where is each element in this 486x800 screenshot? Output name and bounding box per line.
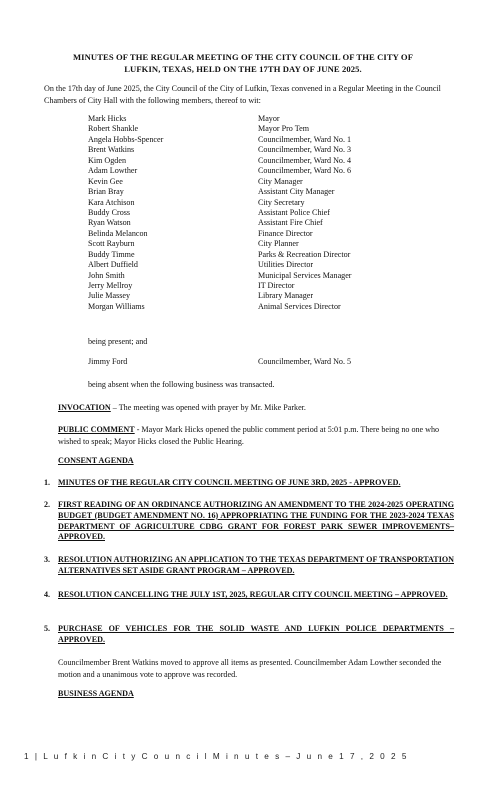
- member-name: Adam Lowther: [88, 166, 138, 176]
- roster-row: [88, 156, 418, 166]
- member-name: Albert Duffield: [88, 260, 138, 270]
- roster-row: [88, 281, 418, 291]
- member-name: Buddy Cross: [88, 207, 131, 217]
- member-title: IT Director: [258, 281, 295, 290]
- member-title: City Secretary: [258, 197, 305, 207]
- member-name: Mark Hicks: [88, 114, 127, 123]
- member-name: Angela Hobbs-Spencer: [88, 134, 164, 144]
- roster-row: [88, 302, 418, 312]
- being-absent-text: being absent when the following business was transacted.: [88, 380, 275, 389]
- agenda-item: [44, 555, 454, 577]
- member-name: Kara Atchison: [88, 197, 135, 207]
- roster-row: [88, 187, 418, 197]
- member-title: Municipal Services Manager: [258, 270, 352, 280]
- member-name: Robert Shankle: [88, 124, 139, 134]
- roster-row: [88, 260, 418, 270]
- member-title: Councilmember, Ward No. 3: [258, 145, 352, 155]
- roster-row: [88, 271, 418, 281]
- agenda-item: [44, 590, 454, 612]
- member-title: City Planner: [258, 239, 299, 249]
- roster-row: [88, 135, 418, 145]
- roster-row: [88, 229, 418, 239]
- agenda-item-number: 1.: [44, 478, 51, 487]
- member-title: City Manager: [258, 176, 303, 186]
- invocation-heading: INVOCATION: [58, 403, 111, 412]
- roster-row: [88, 177, 418, 187]
- being-present-text: being present; and: [88, 337, 148, 346]
- member-name: Julie Massey: [88, 291, 131, 301]
- agenda-item-number: 4.: [44, 590, 51, 599]
- agenda-item-number: 3.: [44, 555, 51, 564]
- absent-member-title: Councilmember, Ward No. 5: [258, 357, 352, 366]
- agenda-item-text: RESOLUTION CANCELLING THE JULY 1ST, 2025, REGULAR CITY COUNCIL MEETING – APPROVED.: [58, 590, 448, 599]
- title-line-2: LUFKIN, TEXAS, HELD ON THE 17TH DAY OF JUNE 2025.: [124, 63, 362, 74]
- member-name: Scott Rayburn: [88, 239, 135, 249]
- member-name: Brent Watkins: [88, 145, 135, 155]
- roster-row: [88, 198, 418, 208]
- agenda-item-text: PURCHASE OF VEHICLES FOR THE SOLID WASTE AND LUFKIN POLICE DEPARTMENTS – APPROVED.: [58, 624, 454, 644]
- member-title: Assistant Police Chief: [258, 207, 330, 217]
- member-name: Belinda Melancon: [88, 228, 148, 238]
- member-name: Brian Bray: [88, 187, 124, 197]
- roster-row: [88, 250, 418, 260]
- member-title: Councilmember, Ward No. 4: [258, 155, 352, 165]
- member-title: Assistant Fire Chief: [258, 218, 323, 228]
- member-name: Kevin Gee: [88, 176, 123, 186]
- roster-row: [88, 166, 418, 176]
- member-name: Jerry Mellroy: [88, 281, 133, 290]
- business-agenda-heading: BUSINESS AGENDA: [58, 689, 134, 698]
- agenda-item: [44, 500, 454, 544]
- attendee-roster: [88, 114, 418, 312]
- roster-row: [88, 208, 418, 218]
- public-comment-heading: PUBLIC COMMENT: [58, 425, 135, 434]
- motion-paragraph: Councilmember Brent Watkins moved to approve all items as presented. Councilmember Adam Lowther seconded the motion and a unanimous vote to approve was recorded.: [58, 658, 442, 679]
- member-title: Animal Services Director: [258, 301, 341, 311]
- member-title: Mayor: [258, 114, 280, 123]
- consent-agenda-heading: CONSENT AGENDA: [58, 456, 134, 465]
- roster-row: [88, 114, 418, 124]
- roster-row: [88, 239, 418, 249]
- intro-paragraph: On the 17th day of June 2025, the City Council of the City of Lufkin, Texas convened in a Regular Meeting in the Council Chambers of City Hall with the following members, thereof to wit:: [44, 84, 441, 105]
- member-name: Morgan Williams: [88, 301, 145, 311]
- roster-row: [88, 124, 418, 134]
- agenda-item-text: FIRST READING OF AN ORDINANCE AUTHORIZING AN AMENDMENT TO THE 2024-2025 OPERATING BUDGET (BUDGET AMENDMENT NO. 16) APPROPRIATING THE FUNDING FOR THE 2023-2024 TEXAS DEPARTMENT OF AGRICULTURE CDBG GRANT FOR FOREST PARK SEWER IMPROVEMENTS– APPROVED.: [58, 500, 454, 542]
- invocation-text: – The meeting was opened with prayer by Mr. Mike Parker.: [110, 403, 306, 412]
- roster-row: [88, 218, 418, 228]
- agenda-item-text: MINUTES OF THE REGULAR CITY COUNCIL MEETING OF JUNE 3RD, 2025 - APPROVED.: [58, 478, 401, 487]
- member-title: Library Manager: [258, 291, 314, 301]
- member-title: Councilmember, Ward No. 1: [258, 134, 352, 144]
- page-footer: 1 | L u f k i n C i t y C o u n c i l M i n u t e s – J u n e 1 7 , 2 0 2 5: [24, 752, 409, 761]
- agenda-item-number: 5.: [44, 624, 51, 633]
- document-title: [40, 52, 446, 75]
- public-comment-text: - Mayor Mark Hicks opened the public comment period at 5:01 p.m. There being no one who wished to speak; Mayor Hicks closed the Public Hearing.: [58, 425, 440, 446]
- public-comment-paragraph: [58, 424, 454, 447]
- invocation-paragraph: [58, 402, 454, 414]
- member-title: Assistant City Manager: [258, 187, 335, 197]
- member-title: Councilmember, Ward No. 6: [258, 166, 352, 176]
- roster-row: [88, 145, 418, 155]
- member-title: Utilities Director: [258, 260, 314, 270]
- absent-member-name: Jimmy Ford: [88, 357, 128, 366]
- member-name: Ryan Watson: [88, 218, 131, 228]
- member-name: John Smith: [88, 270, 125, 280]
- agenda-item-text: RESOLUTION AUTHORIZING AN APPLICATION TO THE TEXAS DEPARTMENT OF TRANSPORTATION ALTERNATIVES SET ASIDE GRANT PROGRAM – APPROVED.: [58, 555, 454, 575]
- member-title: Parks & Recreation Director: [258, 249, 351, 259]
- agenda-item-number: 2.: [44, 500, 51, 509]
- agenda-item: [44, 624, 454, 646]
- agenda-item: [44, 478, 454, 490]
- roster-row: [88, 291, 418, 301]
- member-name: Kim Ogden: [88, 155, 126, 165]
- member-name: Buddy Timme: [88, 249, 135, 259]
- member-title: Finance Director: [258, 228, 313, 238]
- member-title: Mayor Pro Tem: [258, 124, 309, 134]
- title-line-1: MINUTES OF THE REGULAR MEETING OF THE CITY COUNCIL OF THE CITY OF: [72, 52, 414, 62]
